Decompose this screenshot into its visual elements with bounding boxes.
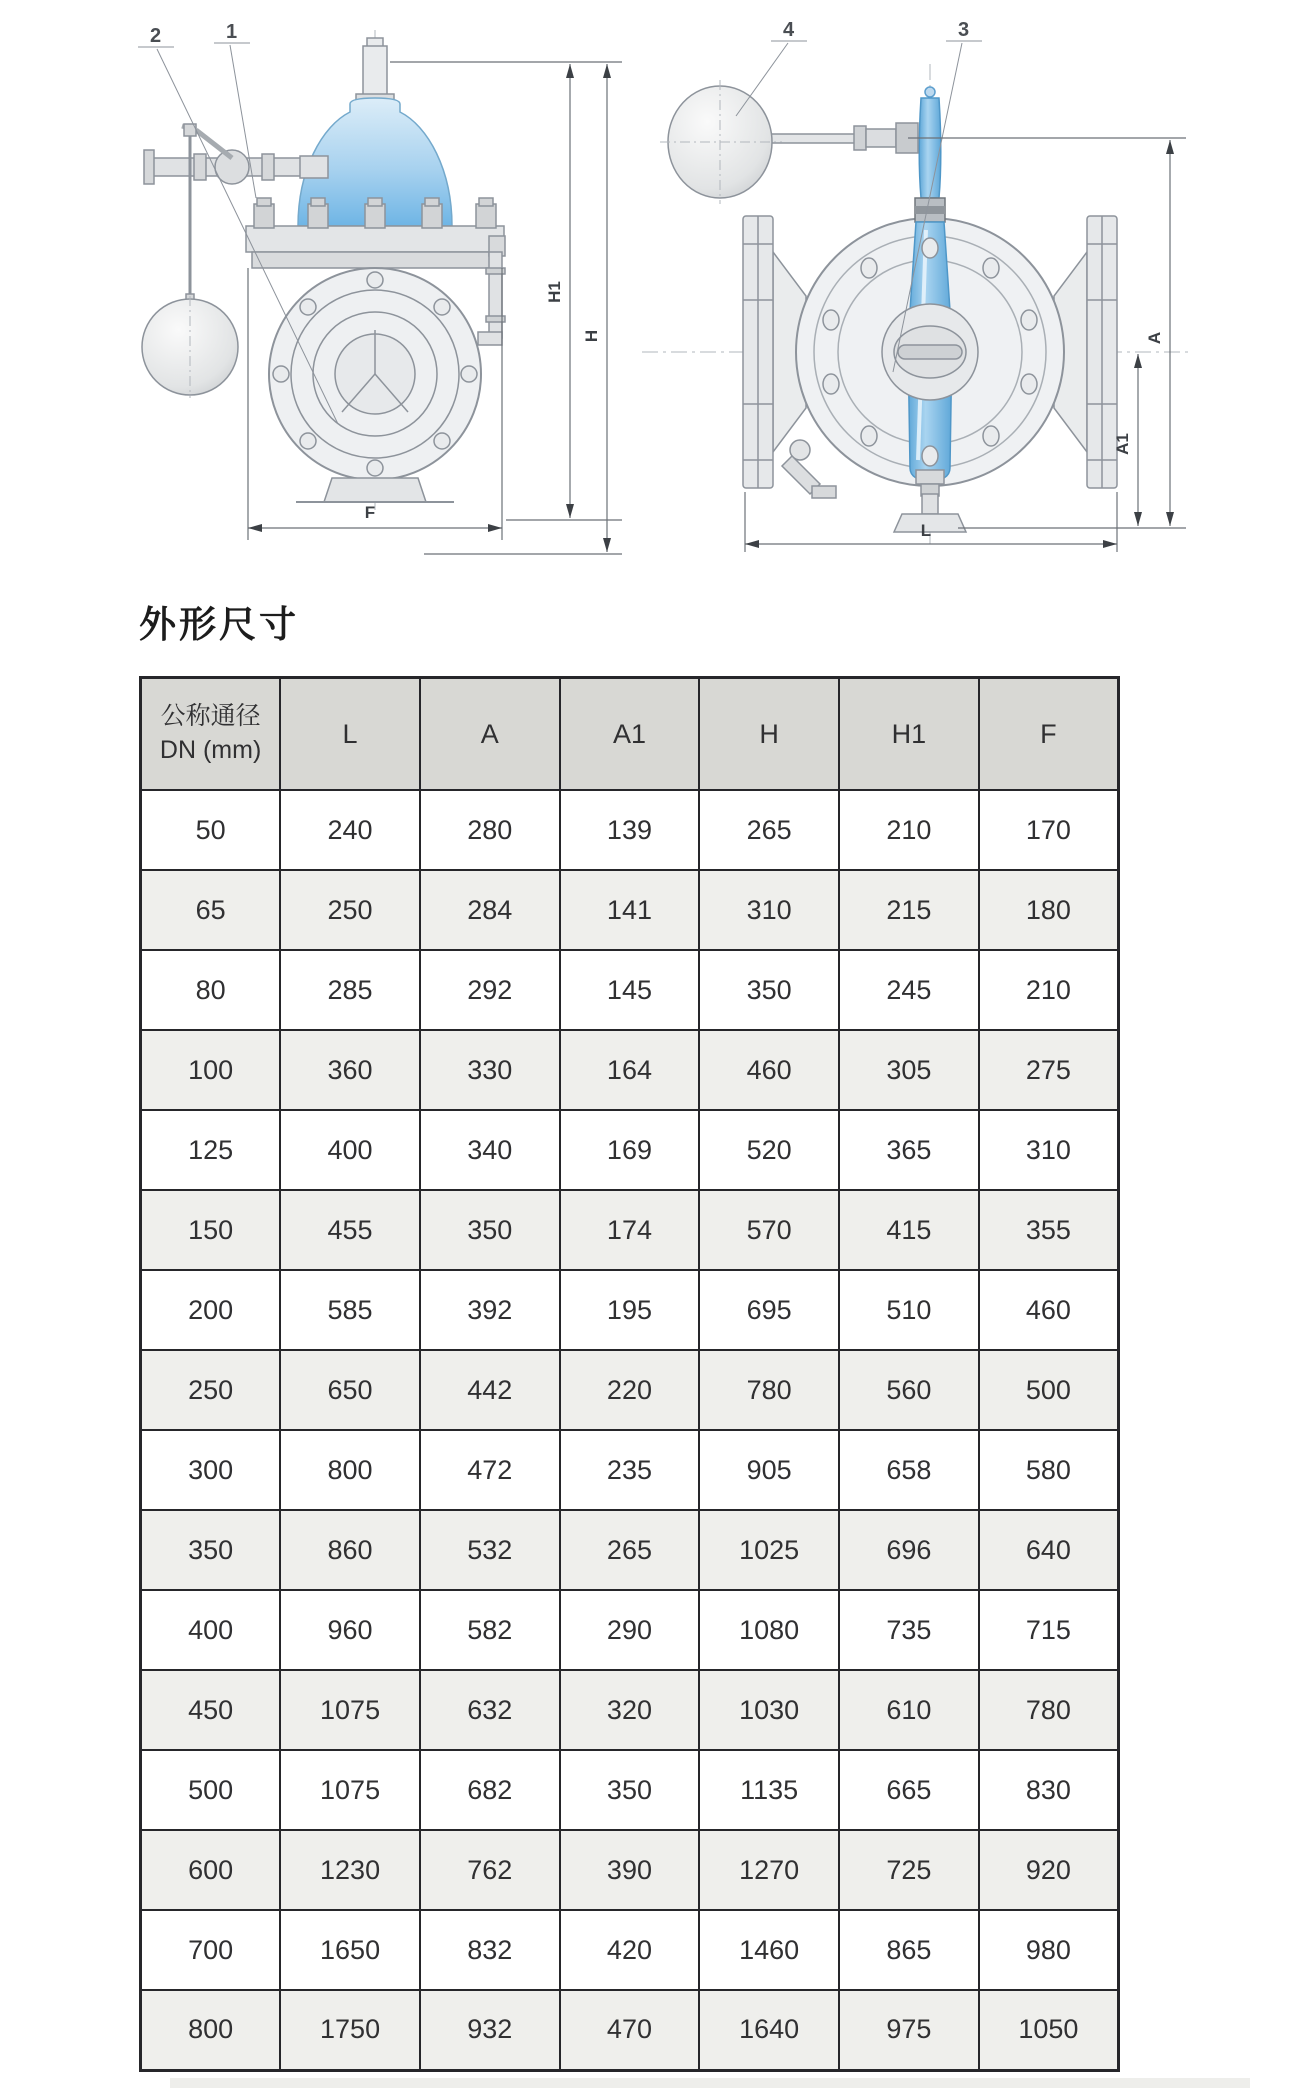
table-cell: 1075 <box>280 1750 420 1830</box>
table-cell: 350 <box>699 950 839 1030</box>
table-cell: 860 <box>280 1510 420 1590</box>
table-cell: 195 <box>560 1270 700 1350</box>
table-cell: 1650 <box>280 1910 420 1990</box>
dimension-table <box>139 676 1120 2072</box>
page-title: 外形尺寸 <box>139 604 299 645</box>
callout-2: 2 <box>150 25 162 47</box>
pilot-piping <box>144 126 328 184</box>
table-cell: 1230 <box>280 1830 420 1910</box>
table-cell: 100 <box>141 1030 281 1110</box>
table-cell: 265 <box>560 1510 700 1590</box>
table-cell: 290 <box>560 1590 700 1670</box>
dn-header-line1: 公称通径 <box>160 702 261 731</box>
table-cell: 320 <box>560 1670 700 1750</box>
table-row <box>141 1910 1119 1990</box>
table-cell: 735 <box>839 1590 979 1670</box>
table-cell: 610 <box>839 1670 979 1750</box>
table-cell: 1050 <box>979 1990 1119 2070</box>
table-cell: 169 <box>560 1110 700 1190</box>
table-cell: 905 <box>699 1430 839 1510</box>
table-cell: 585 <box>280 1270 420 1350</box>
table-cell: 215 <box>839 870 979 950</box>
table-row <box>141 950 1119 1030</box>
table-cell: 250 <box>141 1350 281 1430</box>
table-cell: 250 <box>280 870 420 950</box>
table-row <box>141 1750 1119 1830</box>
next-section-edge <box>170 2078 1250 2088</box>
table-cell: 1460 <box>699 1910 839 1990</box>
table-cell: 832 <box>420 1910 560 1990</box>
table-cell: 280 <box>420 790 560 870</box>
table-cell: 582 <box>420 1590 560 1670</box>
table-cell: 682 <box>420 1750 560 1830</box>
table-cell: 1750 <box>280 1990 420 2070</box>
column-header-l: L <box>280 678 420 791</box>
callout-1: 1 <box>226 21 238 43</box>
table-cell: 780 <box>699 1350 839 1430</box>
center-hub <box>882 304 978 400</box>
table-cell: 284 <box>420 870 560 950</box>
table-row <box>141 1590 1119 1670</box>
table-cell: 600 <box>141 1830 281 1910</box>
table-cell: 400 <box>141 1590 281 1670</box>
table-cell: 164 <box>560 1030 700 1110</box>
callout-3: 3 <box>958 19 970 41</box>
table-cell: 725 <box>839 1830 979 1910</box>
table-cell: 800 <box>280 1430 420 1510</box>
table-cell: 658 <box>839 1430 979 1510</box>
table-cell: 415 <box>839 1190 979 1270</box>
table-cell: 210 <box>839 790 979 870</box>
table-cell: 1075 <box>280 1670 420 1750</box>
flange-bolts <box>254 198 496 228</box>
dim-label-f: F <box>364 503 376 522</box>
table-cell: 800 <box>141 1990 281 2070</box>
table-row <box>141 1670 1119 1750</box>
table-cell: 695 <box>699 1270 839 1350</box>
table-cell: 665 <box>839 1750 979 1830</box>
table-row <box>141 1270 1119 1350</box>
table-cell: 305 <box>839 1030 979 1110</box>
table-cell: 932 <box>420 1990 560 2070</box>
table-cell: 470 <box>560 1990 700 2070</box>
table-cell: 580 <box>979 1430 1119 1510</box>
column-header-h: H <box>699 678 839 791</box>
table-cell: 960 <box>280 1590 420 1670</box>
table-cell: 715 <box>979 1590 1119 1670</box>
table-cell: 310 <box>699 870 839 950</box>
column-header-f: F <box>979 678 1119 791</box>
table-cell: 275 <box>979 1030 1119 1110</box>
table-cell: 355 <box>979 1190 1119 1270</box>
table-cell: 245 <box>839 950 979 1030</box>
float-assembly-front <box>660 80 918 204</box>
table-cell: 460 <box>979 1270 1119 1350</box>
table-cell: 220 <box>560 1350 700 1430</box>
table-cell: 210 <box>979 950 1119 1030</box>
table-cell: 700 <box>141 1910 281 1990</box>
dim-label-h: H <box>582 329 601 343</box>
table-cell: 365 <box>839 1110 979 1190</box>
table-cell: 1135 <box>699 1750 839 1830</box>
table-cell: 696 <box>839 1510 979 1590</box>
table-cell: 174 <box>560 1190 700 1270</box>
table-cell: 420 <box>560 1910 700 1990</box>
table-cell: 640 <box>979 1510 1119 1590</box>
table-cell: 265 <box>699 790 839 870</box>
callout-4: 4 <box>783 19 795 41</box>
table-cell: 170 <box>979 790 1119 870</box>
drawing-side-view <box>138 21 622 554</box>
table-cell: 392 <box>420 1270 560 1350</box>
table-cell: 650 <box>280 1350 420 1430</box>
table-row <box>141 1190 1119 1270</box>
technical-drawings <box>0 0 1300 580</box>
table-cell: 330 <box>420 1030 560 1110</box>
table-cell: 150 <box>141 1190 281 1270</box>
table-cell: 350 <box>141 1510 281 1590</box>
column-header-h1: H1 <box>839 678 979 791</box>
table-cell: 532 <box>420 1510 560 1590</box>
table-cell: 1025 <box>699 1510 839 1590</box>
table-cell: 390 <box>560 1830 700 1910</box>
table-cell: 1270 <box>699 1830 839 1910</box>
table-cell: 200 <box>141 1270 281 1350</box>
dim-label-a: A <box>1145 331 1164 345</box>
table-cell: 292 <box>420 950 560 1030</box>
table-cell: 141 <box>560 870 700 950</box>
table-row <box>141 1350 1119 1430</box>
table-cell: 285 <box>280 950 420 1030</box>
table-cell: 1080 <box>699 1590 839 1670</box>
table-cell: 442 <box>420 1350 560 1430</box>
table-cell: 235 <box>560 1430 700 1510</box>
table-cell: 472 <box>420 1430 560 1510</box>
pilot-stem <box>356 38 394 106</box>
table-cell: 65 <box>141 870 281 950</box>
dim-label-h1: H1 <box>545 281 564 303</box>
column-header-a1: A1 <box>560 678 700 791</box>
table-cell: 310 <box>979 1110 1119 1190</box>
table-cell: 139 <box>560 790 700 870</box>
table-cell: 1030 <box>699 1670 839 1750</box>
table-cell: 632 <box>420 1670 560 1750</box>
table-cell: 180 <box>979 870 1119 950</box>
table-cell: 1640 <box>699 1990 839 2070</box>
table-cell: 340 <box>420 1110 560 1190</box>
table-cell: 350 <box>420 1190 560 1270</box>
table-cell: 500 <box>979 1350 1119 1430</box>
table-cell: 830 <box>979 1750 1119 1830</box>
table-row <box>141 870 1119 950</box>
table-cell: 762 <box>420 1830 560 1910</box>
table-cell: 975 <box>839 1990 979 2070</box>
table-row <box>141 1430 1119 1510</box>
table-cell: 360 <box>280 1030 420 1110</box>
table-cell: 455 <box>280 1190 420 1270</box>
table-cell: 350 <box>560 1750 700 1830</box>
table-cell: 460 <box>699 1030 839 1110</box>
table-cell: 400 <box>280 1110 420 1190</box>
valve-body-face <box>269 268 481 480</box>
table-row <box>141 1110 1119 1190</box>
table-cell: 865 <box>839 1910 979 1990</box>
table-row <box>141 790 1119 870</box>
table-cell: 780 <box>979 1670 1119 1750</box>
table-row <box>141 1030 1119 1110</box>
table-cell: 80 <box>141 950 281 1030</box>
dim-label-l: L <box>920 521 932 540</box>
table-cell: 980 <box>979 1910 1119 1990</box>
drawing-front-view <box>642 19 1188 552</box>
table-header-row <box>141 678 1119 791</box>
table-cell: 500 <box>141 1750 281 1830</box>
table-cell: 50 <box>141 790 281 870</box>
dn-header-line2: DN (mm) <box>159 736 262 764</box>
column-header-a: A <box>420 678 560 791</box>
table-row <box>141 1830 1119 1910</box>
table-cell: 240 <box>280 790 420 870</box>
table-row <box>141 1990 1119 2070</box>
table-cell: 450 <box>141 1670 281 1750</box>
table-cell: 510 <box>839 1270 979 1350</box>
table-cell: 300 <box>141 1430 281 1510</box>
table-cell: 125 <box>141 1110 281 1190</box>
dim-label-a1: A1 <box>1113 433 1132 455</box>
table-cell: 570 <box>699 1190 839 1270</box>
table-cell: 145 <box>560 950 700 1030</box>
table-cell: 520 <box>699 1110 839 1190</box>
column-header-dn <box>141 678 281 791</box>
table-cell: 920 <box>979 1830 1119 1910</box>
table-cell: 560 <box>839 1350 979 1430</box>
table-row <box>141 1510 1119 1590</box>
